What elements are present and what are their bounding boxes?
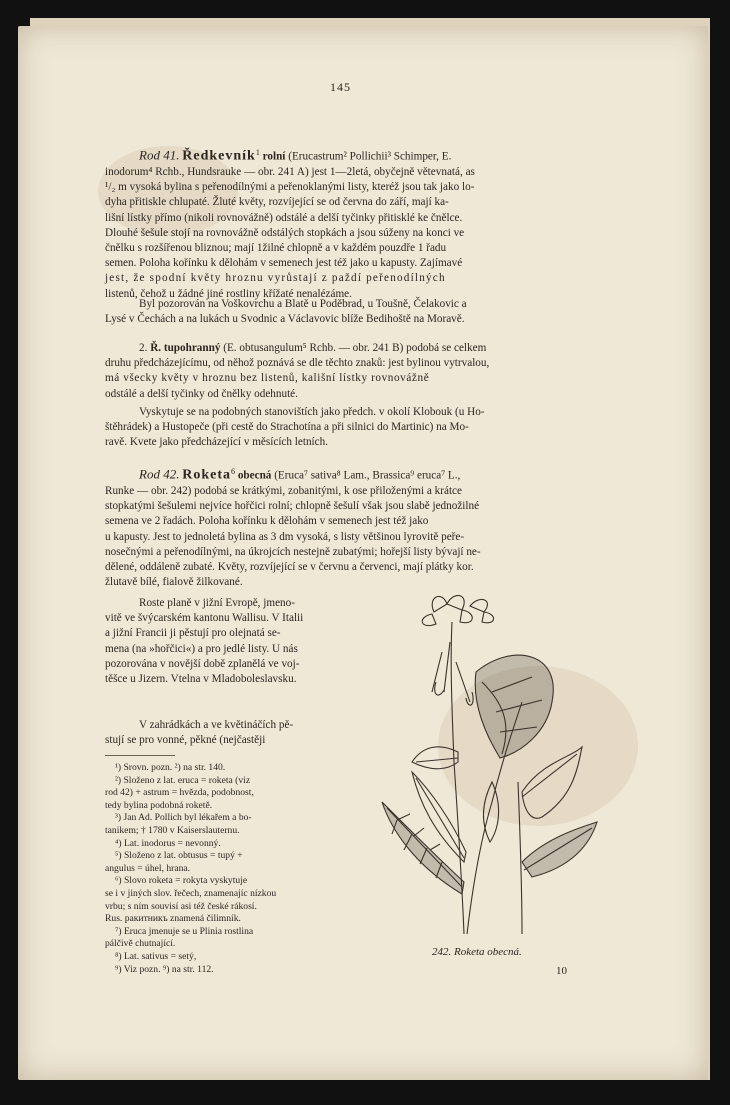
rod42-distribution-line: vitě ve švýcarském kantonu Wallisu. V Italii	[105, 612, 304, 625]
rod42-label: Rod 42.	[139, 466, 180, 482]
rod42-distribution-line: mena (na »hořčici«) a pro jedlé listy. U nás	[105, 642, 298, 655]
rod42-line: stopkatými šešulemi nejvíce hořčici rolní; chlopně šešulí však jsou slabě jednožilné	[105, 500, 480, 513]
footnote: ²) Složeno z lat. eruca = roketa (viz	[115, 774, 251, 786]
footnote: Rus. ракитникъ znamená čilimník.	[105, 913, 241, 925]
rod42-distribution-line: těšce u Jizern. Vtelna v Mladoboleslavsku.	[105, 673, 297, 686]
rod41-line: čnělku s rozšířenou bliznou; mají 1žilné chlopně a v každém pouzdře 1 řadu	[105, 241, 447, 254]
rod42-line: dělené, oddáleně zubaté. Květy, rozvíjející se v červnu a červenci, mají plátky kor.	[105, 560, 474, 573]
rod41-paragraph	[105, 145, 600, 302]
rod42-line: nosečnými a peřenodílnými, na úkrojcích nestejně zubatými; hořejší listy bývají ne-	[105, 545, 481, 558]
rod42-garden	[105, 718, 355, 748]
rod41-line: ¹/₂ m vysoká bylina s peřenodílnými a peřenoklanými listy, kteréž jsou tak jako lo-	[105, 181, 475, 194]
page-number: 145	[330, 80, 351, 94]
r2-paragraph	[105, 341, 600, 402]
rod41-locality-line: Byl pozorován na Voškovrchu a Blatě u Poděbrad, u Toušně, Čelakovic a	[139, 298, 467, 310]
footnote: ⁹) Viz pozn. ⁹) na str. 112.	[115, 963, 214, 975]
footnote-rule	[105, 755, 175, 756]
r2-line: odstálé a delší tyčinky od čnělky odehnuté.	[105, 387, 298, 400]
footnotes	[105, 762, 355, 976]
footnote: ⁸) Lat. sativus = setý,	[115, 950, 197, 962]
rod41-line: Dlouhé šešule stojí na rovnovážně odstálých stopkách a jsou súženy na konci ve	[105, 226, 465, 239]
r2-name: Ř. tupohranný	[150, 342, 221, 354]
rod41-line: (Erucastrum² Pollichii³ Schimper, E.	[285, 150, 452, 163]
rod42-line: u kapusty. Jest to jednoletá bylina as 3 dm vysoká, s listy většinou lyrovitě peře-	[105, 530, 465, 543]
rod41-line: lišní lístky přímo (nikoli rovnovážně) odstálé a delší tyčinky přitisklé ke čnělce.	[105, 211, 463, 224]
signature-mark: 10	[556, 965, 567, 977]
rod41-locality-line: Lysé v Čechách a na lukách u Svodnic a Václavovic blíže Bedihoště na Moravě.	[105, 313, 465, 326]
footnote: rod 42) + astrum = hvězda, podobnost,	[105, 787, 254, 799]
rod41-line: inodorum⁴ Rchb., Hundsrauke — obr. 241 A) jest 1—2letá, obyčejně větevnatá, as	[105, 165, 475, 178]
r2-line: má všecky květy v hroznu bez listenů, kališní lístky rovnovážně	[105, 372, 430, 385]
rod42-line: semena ve 2 řadách. Poloha kořínku k dělohám v semenech jest též jako	[105, 515, 429, 528]
rod41-line: semen. Poloha kořínku k dělohám v semenech jest též jako u kapusty. Zajímavé	[105, 257, 463, 270]
rod42-species: obecná	[237, 469, 272, 482]
r2-locality-line: ravě. Kvete jako předcházející v měsících letních.	[105, 436, 329, 449]
footnote: ⁵) Složeno z lat. obtusus = tupý +	[115, 850, 243, 862]
rod42-genus: Roketa	[182, 467, 232, 483]
r2-locality	[105, 405, 600, 451]
rod41-footnote-ref: 1	[255, 148, 260, 157]
rod42-distribution-line: Roste planě v jižní Evropě, jmeno-	[139, 597, 295, 609]
footnote: se i v jiných slov. řečech, znamenajíc nízkou	[105, 887, 277, 899]
rod41-species: rolní	[262, 150, 286, 163]
rod41-line: jest, že spodní květy hroznu vyrůstají z paždí peřenodílných	[105, 272, 446, 285]
rod42-line: žlutavě bílé, fialově žilkované.	[105, 576, 243, 589]
rod42-line: (Eruca⁷ sativa⁸ Lam., Brassica⁹ eruca⁷ L.,	[271, 469, 461, 482]
rod42-garden-line: stují se pro vonné, pěkné (nejčastěji	[105, 734, 266, 747]
rod42-distribution	[105, 596, 355, 687]
rod41-line: dyha přitiskle chlupaté. Žluté květy, rozvíjející se od června do září, mají ka-	[105, 196, 449, 209]
rod41-label: Rod 41.	[139, 147, 180, 163]
footnote: angulus = úhel, hrana.	[105, 862, 191, 874]
r2-number: 2.	[139, 342, 148, 354]
rod41-line: listenů, čehož u žádné jiné rostliny křížaté nenalézáme.	[105, 287, 352, 300]
roketa-plant-illustration	[372, 582, 607, 942]
r2-line: (E. obtusangulum⁵ Rchb. — obr. 241 B) podobá se celkem	[220, 342, 487, 354]
footnote: ⁴) Lat. inodorus = nevonný.	[115, 837, 221, 849]
rod42-garden-line: V zahrádkách a ve květináčích pě-	[139, 719, 294, 731]
footnote: pálčivě chutnající.	[105, 938, 176, 950]
r2-line: druhu předcházejícímu, od něhož poznává se dle těchto znaků: jest bylinou vytrvalou,	[105, 357, 490, 370]
rod41-genus: Ředkevník	[182, 148, 256, 164]
footnote: ³) Jan Ad. Pollich byl lékařem a bo-	[115, 812, 252, 824]
rod41-locality	[105, 297, 600, 327]
footnote: ⁶) Slovo roketa = rokyta vyskytuje	[115, 875, 248, 887]
rod42-footnote-ref: 6	[231, 467, 236, 476]
r2-locality-line: Vyskytuje se na podobných stanovištích jako předch. v okolí Klobouk (u Ho-	[139, 406, 485, 418]
footnote: vrbu; s ním souvisí asi též české rákosí.	[105, 900, 257, 912]
rod42-paragraph	[105, 464, 600, 590]
r2-locality-line: štěhrádek) a Hustopeče (při cestě do Strachotína a při silnici do Martinic) na Mo-	[105, 421, 469, 434]
footnote: tanikem; † 1780 v Kaiserslauternu.	[105, 824, 240, 836]
footnote: tedy bylina podobná roketě.	[105, 799, 213, 811]
rod42-line: Runke — obr. 242) podobá se krátkými, zobanitými, k ose přiloženými a krátce	[105, 484, 462, 497]
figure-caption: 242. Roketa obecná.	[432, 946, 522, 958]
footnote: ⁷) Eruca jmenuje se u Plinia rostlina	[115, 925, 254, 937]
rod42-distribution-line: a jižní Francii ji pěstují pro olejnatá se-	[105, 627, 281, 640]
rod42-distribution-line: pozorována v novější době zplanělá ve voj-	[105, 657, 300, 670]
footnote: ¹) Srovn. pozn. ²) na str. 140.	[115, 762, 226, 773]
